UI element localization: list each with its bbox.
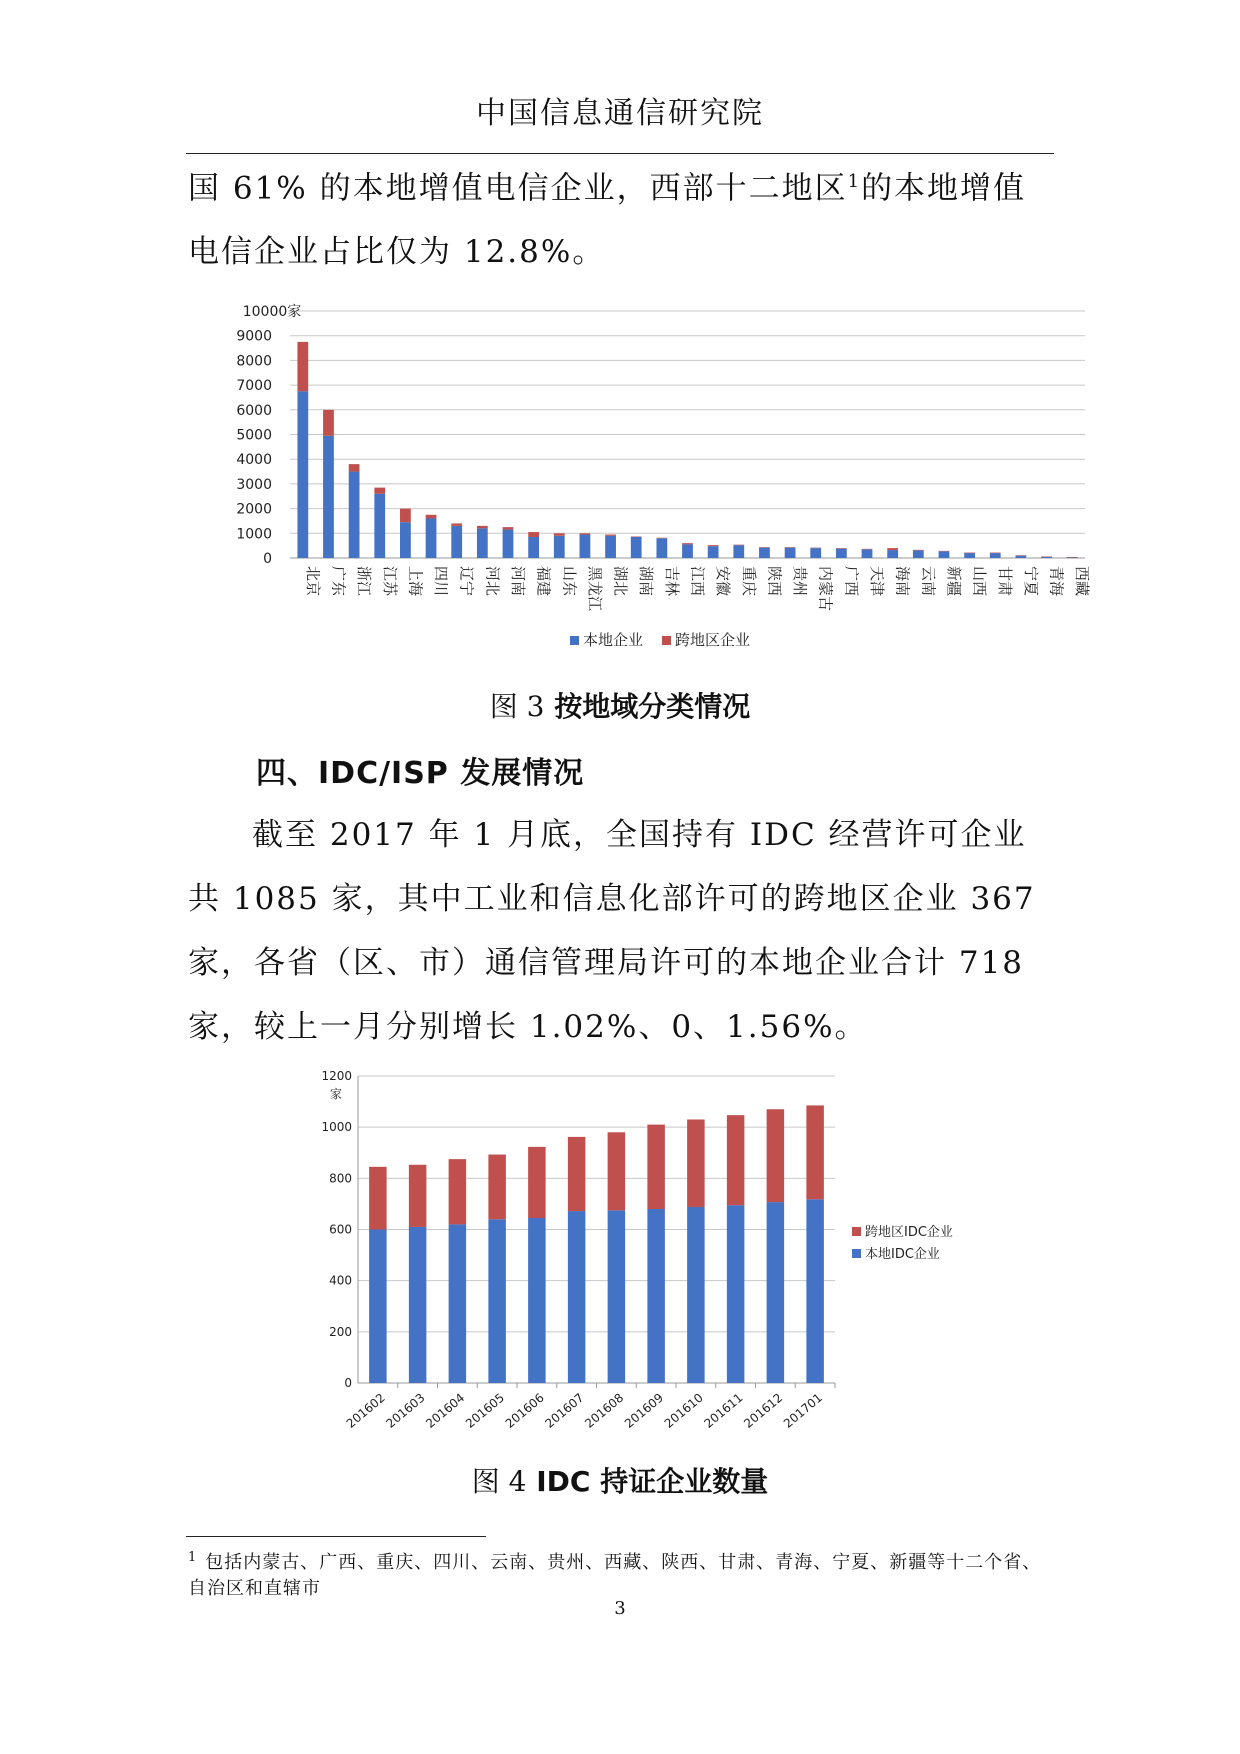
y-tick-label: 1000 <box>236 526 272 543</box>
x-tick-label: 201606 <box>502 1390 547 1431</box>
x-tick-label: 北京 <box>303 566 322 597</box>
bar-segment <box>528 1218 545 1383</box>
legend-label: 跨地区IDC企业 <box>865 1225 953 1240</box>
bar-segment <box>409 1227 426 1383</box>
x-tick-label: 广东 <box>329 566 348 597</box>
bar-segment <box>374 494 385 558</box>
bar-segment <box>451 523 462 525</box>
bar-segment <box>810 548 821 558</box>
bar-segment <box>528 537 539 558</box>
x-tick-label: 湖南 <box>637 566 656 597</box>
footnote <box>188 1545 1058 1602</box>
x-tick-label: 201609 <box>621 1390 667 1431</box>
paragraph-text-b: 的本地增值电信企业占比仅为 12.8%。 <box>188 170 1027 271</box>
bar-segment <box>369 1167 386 1230</box>
bar-segment <box>323 410 334 436</box>
bar-segment <box>605 536 616 558</box>
x-tick-label: 河北 <box>483 566 502 597</box>
y-tick-label: 200 <box>329 1324 352 1339</box>
bar-segment <box>528 1147 545 1218</box>
bar-segment <box>733 545 744 546</box>
bar-segment <box>554 536 565 558</box>
bar-segment <box>887 548 898 550</box>
bar-segment <box>656 538 667 539</box>
chart-region-distribution <box>0 285 1240 685</box>
y-tick-label: 8000 <box>236 353 272 370</box>
x-tick-label: 201602 <box>343 1390 388 1431</box>
x-tick-label: 黑龙江 <box>585 566 604 612</box>
x-tick-label: 辽宁 <box>457 566 476 597</box>
bar-segment <box>785 547 796 548</box>
footnote-text: 包括内蒙古、广西、重庆、四川、云南、贵州、西藏、陕西、甘肃、青海、宁夏、新疆等十二个省、自治区和直辖市 <box>188 1552 1042 1599</box>
bar-segment <box>409 1165 426 1227</box>
bar-segment <box>349 464 360 471</box>
legend-label: 跨地区企业 <box>675 631 751 649</box>
bar-segment <box>631 537 642 538</box>
y-axis-unit: 家 <box>329 1087 343 1101</box>
y-tick-label: 0 <box>263 551 272 567</box>
bar-segment <box>451 526 462 558</box>
x-tick-label: 福建 <box>534 566 553 597</box>
x-tick-label: 重庆 <box>739 566 758 597</box>
bar-segment <box>477 528 488 558</box>
x-tick-label: 云南 <box>919 566 938 597</box>
bar-segment <box>503 530 514 558</box>
legend-label: 本地IDC企业 <box>865 1247 940 1262</box>
bar-segment <box>297 342 308 391</box>
y-tick-label: 600 <box>329 1222 352 1237</box>
bar-segment <box>374 488 385 494</box>
bar-segment <box>862 549 873 558</box>
y-tick-label: 2000 <box>236 501 272 518</box>
footnote-rule <box>186 1536 486 1537</box>
bar-segment <box>990 553 1001 558</box>
bar-segment <box>369 1230 386 1384</box>
bar-segment <box>1067 557 1078 558</box>
x-tick-label: 201604 <box>423 1390 468 1431</box>
legend-swatch <box>852 1249 861 1258</box>
x-tick-label: 201611 <box>701 1390 746 1431</box>
bar-segment <box>400 522 411 558</box>
bar-segment <box>708 545 719 546</box>
bar-segment <box>806 1105 823 1199</box>
bar-segment <box>836 548 847 549</box>
x-tick-label: 201608 <box>582 1390 627 1431</box>
y-tick-label: 9000 <box>236 328 272 345</box>
bar-segment <box>400 509 411 523</box>
legend-label: 本地企业 <box>583 631 644 649</box>
x-tick-label: 天津 <box>868 566 887 597</box>
bar-segment <box>568 1137 585 1211</box>
bar-segment <box>580 535 591 558</box>
y-tick-label: 7000 <box>236 378 272 395</box>
bar-segment <box>682 543 693 544</box>
bar-segment <box>727 1205 744 1383</box>
legend-swatch <box>852 1227 861 1236</box>
bar-segment <box>1041 557 1052 558</box>
bar-segment <box>449 1224 466 1383</box>
figure3-title: 按地域分类情况 <box>554 690 751 723</box>
footnote-mark: 1 <box>188 1550 198 1565</box>
bar-segment <box>1016 555 1027 556</box>
x-tick-label: 河南 <box>508 566 527 597</box>
bar-segment <box>488 1155 505 1220</box>
x-tick-label: 201607 <box>542 1390 587 1431</box>
bar-segment <box>810 548 821 549</box>
bar-segment <box>687 1119 704 1206</box>
x-tick-label: 江西 <box>688 566 707 597</box>
x-tick-label: 201603 <box>383 1390 428 1431</box>
bar-segment <box>939 551 950 552</box>
bar-segment <box>568 1211 585 1383</box>
bar-segment <box>580 533 591 534</box>
x-tick-label: 宁夏 <box>1021 566 1040 597</box>
bar-segment <box>759 548 770 558</box>
bar-segment <box>687 1207 704 1383</box>
x-tick-label: 江苏 <box>380 566 399 597</box>
x-tick-label: 安徽 <box>714 566 733 597</box>
x-tick-label: 甘肃 <box>996 566 1015 597</box>
x-tick-label: 新疆 <box>944 566 963 597</box>
x-tick-label: 陕西 <box>765 566 784 597</box>
chart-idc-license-count <box>0 1060 1240 1460</box>
page-number: 3 <box>614 1598 626 1619</box>
bar-segment <box>964 553 975 554</box>
x-tick-label: 201605 <box>462 1390 508 1431</box>
y-tick-label: 10000家 <box>242 304 302 320</box>
bar-segment <box>887 550 898 558</box>
bar-segment <box>767 1109 784 1202</box>
figure3-caption <box>0 685 1240 725</box>
y-tick-label: 400 <box>329 1273 352 1288</box>
bar-segment <box>939 551 950 558</box>
footnote-ref[interactable]: 1 <box>847 171 862 192</box>
y-tick-label: 3000 <box>236 476 272 493</box>
x-tick-label: 201610 <box>661 1390 706 1431</box>
paragraph-idc-summary: 截至 2017 年 1 月底，全国持有 IDC 经营许可企业共 1085 家，其中工业和信息化部许可的跨地区企业 367 家，各省（区、市）通信管理局许可的本地企业合计 718 家，较上一月分别增长 1.02%、0、1.56%。 <box>188 817 1036 1045</box>
figure4-caption <box>0 1460 1240 1500</box>
x-tick-label: 四川 <box>432 566 451 597</box>
legend-swatch <box>570 636 579 645</box>
x-tick-label: 贵州 <box>791 566 810 597</box>
paragraph-text-a: 国 61% 的本地增值电信企业，西部十二地区 <box>188 170 848 207</box>
bar-segment <box>426 515 437 519</box>
y-tick-label: 6000 <box>236 402 272 419</box>
x-tick-label: 海南 <box>893 566 912 597</box>
bar-segment <box>708 546 719 558</box>
bar-segment <box>554 533 565 535</box>
bar-segment <box>449 1159 466 1224</box>
x-tick-label: 浙江 <box>355 566 374 597</box>
x-tick-label: 广西 <box>842 566 861 597</box>
section-heading-idc-isp: 四、IDC/ISP 发展情况 <box>256 756 585 791</box>
bar-segment <box>605 535 616 536</box>
bar-segment <box>990 553 1001 554</box>
bar-segment <box>349 472 360 558</box>
bar-segment <box>647 1209 664 1383</box>
y-tick-label: 5000 <box>236 427 272 444</box>
x-tick-label: 201701 <box>780 1390 826 1431</box>
bar-segment <box>806 1199 823 1383</box>
bar-segment <box>1016 556 1027 558</box>
legend-swatch <box>662 636 671 645</box>
paragraph-regional-share <box>188 150 1058 284</box>
bar-segment <box>647 1125 664 1209</box>
bar-segment <box>785 548 796 558</box>
x-tick-label: 山东 <box>560 566 579 597</box>
bar-segment <box>656 538 667 558</box>
bar-segment <box>964 553 975 558</box>
y-tick-label: 4000 <box>236 452 272 469</box>
x-tick-label: 西藏 <box>1073 566 1092 597</box>
bar-segment <box>862 549 873 550</box>
y-tick-label: 0 <box>344 1376 352 1390</box>
figure4-title: IDC 持证企业数量 <box>536 1465 769 1498</box>
figure4-number: 图 4 <box>471 1465 527 1498</box>
bar-segment <box>759 547 770 548</box>
y-tick-label: 800 <box>329 1171 352 1186</box>
bar-segment <box>913 550 924 551</box>
bar-segment <box>733 545 744 558</box>
bar-segment <box>528 532 539 537</box>
x-tick-label: 上海 <box>406 566 425 597</box>
bar-segment <box>767 1202 784 1383</box>
bar-segment <box>503 527 514 529</box>
bar-segment <box>913 550 924 558</box>
x-tick-label: 青海 <box>1047 566 1066 597</box>
bar-segment <box>477 526 488 528</box>
x-tick-label: 201612 <box>741 1390 786 1431</box>
bar-segment <box>608 1132 625 1210</box>
bar-segment <box>426 518 437 558</box>
bar-segment <box>323 436 334 558</box>
figure3-number: 图 3 <box>489 690 545 723</box>
x-tick-label: 山西 <box>970 566 989 597</box>
bar-segment <box>631 537 642 558</box>
y-tick-label: 1000 <box>321 1120 352 1135</box>
bar-segment <box>727 1115 744 1205</box>
bar-segment <box>608 1210 625 1383</box>
x-tick-label: 内蒙古 <box>816 566 835 612</box>
bar-segment <box>297 391 308 558</box>
bar-segment <box>488 1219 505 1383</box>
y-tick-label: 1200 <box>321 1069 352 1083</box>
x-tick-label: 吉林 <box>662 566 681 597</box>
x-tick-label: 湖北 <box>611 566 630 597</box>
bar-segment <box>682 544 693 558</box>
bar-segment <box>836 549 847 558</box>
running-header: 中国信息通信研究院 <box>476 96 764 131</box>
